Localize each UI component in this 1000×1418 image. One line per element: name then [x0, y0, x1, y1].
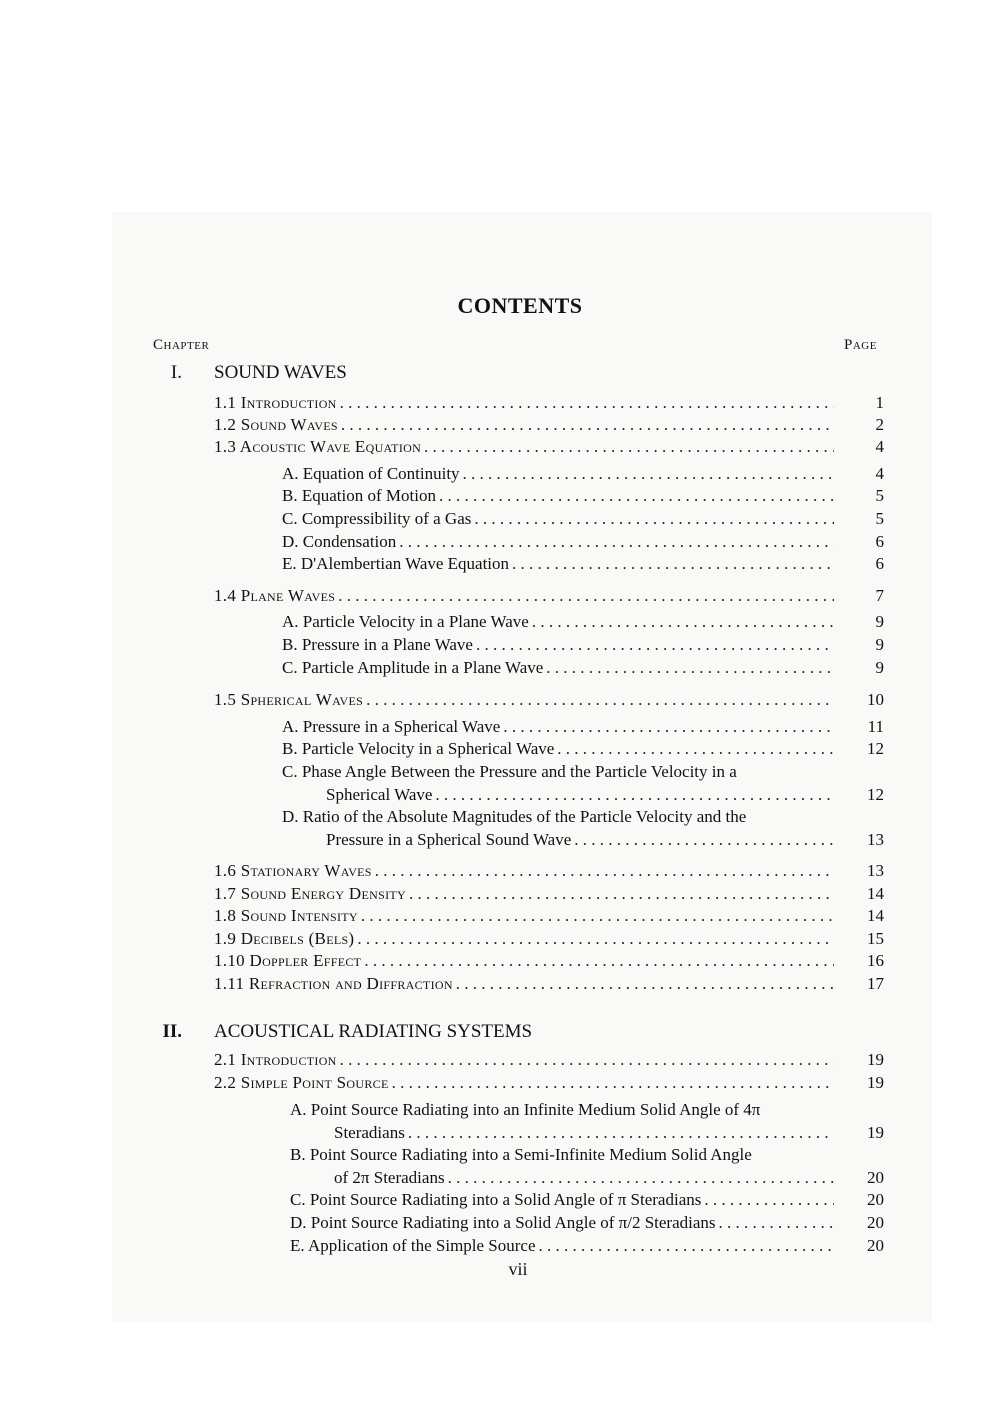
toc-subentry[interactable]	[282, 738, 884, 760]
leader-dots	[557, 738, 834, 760]
leader-dots	[539, 1235, 834, 1257]
toc-entry-page: 9	[875, 635, 884, 654]
toc-entry-page: 20	[867, 1190, 884, 1209]
toc-subentry[interactable]	[334, 1167, 884, 1189]
toc-entry-label: D. Point Source Radiating into a Solid Angle of π/2 Steradians	[290, 1213, 716, 1232]
chapter-heading	[0, 1021, 1000, 1045]
toc-entry-label: 1.6 Stationary Waves	[214, 861, 372, 880]
toc-entry-label: 1.8 Sound Intensity	[214, 906, 358, 925]
leader-dots	[341, 414, 834, 436]
toc-entry-label: B. Equation of Motion	[282, 486, 436, 505]
toc-entry-page: 5	[875, 509, 884, 528]
toc-entry-page: 14	[867, 906, 884, 925]
leader-dots	[435, 784, 834, 806]
chapter-number: I.	[170, 362, 182, 383]
leader-dots	[392, 1072, 834, 1094]
toc-entry-label: A. Particle Velocity in a Plane Wave	[282, 612, 529, 631]
toc-entry-page: 9	[875, 612, 884, 631]
toc-entry[interactable]	[214, 392, 884, 414]
toc-entry-label: 1.11 Refraction and Diffraction	[214, 974, 453, 993]
toc-entry-label: 1.7 Sound Energy Density	[214, 884, 406, 903]
toc-entry-page: 20	[867, 1168, 884, 1187]
toc-entry[interactable]	[214, 585, 884, 607]
leader-dots	[503, 716, 834, 738]
leader-dots	[439, 485, 834, 507]
toc-entry[interactable]	[214, 689, 884, 711]
toc-entry[interactable]	[214, 928, 884, 950]
toc-entry-page: 13	[867, 861, 884, 880]
toc-entry-label: C. Point Source Radiating into a Solid Angle of π Steradians	[290, 1190, 702, 1209]
toc-entry-label: C. Compressibility of a Gas	[282, 509, 472, 528]
toc-subentry-line1: B. Point Source Radiating into a Semi-Infinite Medium Solid Angle	[290, 1145, 752, 1164]
leader-dots	[408, 1122, 834, 1144]
toc-subentry[interactable]	[282, 634, 884, 656]
toc-entry-label: 1.2 Sound Waves	[214, 415, 338, 434]
toc-entry-label: C. Particle Amplitude in a Plane Wave	[282, 658, 544, 677]
toc-entry-page: 4	[875, 464, 884, 483]
toc-entry-label: B. Pressure in a Plane Wave	[282, 635, 473, 654]
toc-entry-page: 6	[875, 532, 884, 551]
toc-entry-label: B. Particle Velocity in a Spherical Wave	[282, 739, 555, 758]
toc-entry-page: 17	[867, 974, 884, 993]
toc-entry-label: 1.10 Doppler Effect	[214, 951, 362, 970]
toc-entry-page: 19	[867, 1123, 884, 1142]
toc-subentry[interactable]	[290, 1235, 884, 1257]
leader-dots	[340, 392, 834, 414]
toc-entry-label: 1.5 Spherical Waves	[214, 690, 364, 709]
toc-subentry[interactable]	[290, 1189, 884, 1211]
toc-entry[interactable]	[214, 436, 884, 458]
toc-entry-label: E. Application of the Simple Source	[290, 1236, 536, 1255]
leader-dots	[704, 1189, 834, 1211]
leader-dots	[340, 1049, 834, 1071]
toc-entry-page: 20	[867, 1236, 884, 1255]
chapter-title: ACOUSTICAL RADIATING SYSTEMS	[214, 1021, 533, 1042]
toc-entry[interactable]	[214, 973, 884, 995]
leader-dots	[361, 905, 834, 927]
toc-subentry[interactable]	[282, 657, 884, 679]
chapter-number: II.	[162, 1021, 182, 1042]
leader-dots	[338, 585, 834, 607]
leader-dots	[532, 611, 834, 633]
leader-dots	[474, 508, 834, 530]
toc-entry-page: 14	[867, 884, 884, 903]
leader-dots	[357, 928, 834, 950]
toc-subentry-line1: D. Ratio of the Absolute Magnitudes of the Particle Velocity and the	[282, 807, 747, 826]
leader-dots	[546, 657, 834, 679]
toc-subentry[interactable]	[282, 553, 884, 575]
leader-dots	[476, 634, 834, 656]
page-column-header: Page	[844, 337, 877, 353]
toc-subentry[interactable]	[334, 1122, 884, 1144]
leader-dots	[456, 973, 834, 995]
toc-entry-page: 11	[867, 717, 884, 736]
toc-entry-label: 1.4 Plane Waves	[214, 586, 336, 605]
leader-dots	[512, 553, 834, 575]
page-folio: vii	[508, 1259, 528, 1279]
toc-subentry[interactable]	[282, 531, 884, 553]
leader-dots	[364, 950, 834, 972]
toc-entry-page: 19	[867, 1050, 884, 1069]
toc-entry-page: 6	[875, 554, 884, 573]
toc-entry-page: 12	[867, 739, 884, 758]
toc-subentry[interactable]	[282, 716, 884, 738]
leader-dots	[719, 1212, 834, 1234]
toc-entry-page: 1	[875, 393, 884, 412]
toc-entry[interactable]	[214, 883, 884, 905]
toc-entry-label: A. Equation of Continuity	[282, 464, 460, 483]
toc-entry-page: 19	[867, 1073, 884, 1092]
toc-entry-label: of 2π Steradians	[334, 1168, 445, 1187]
toc-subentry[interactable]	[282, 485, 884, 507]
toc-entry-page: 9	[875, 658, 884, 677]
toc-entry-page: 5	[875, 486, 884, 505]
toc-subentry[interactable]	[326, 829, 884, 851]
toc-entry-label: A. Pressure in a Spherical Wave	[282, 717, 501, 736]
toc-entry[interactable]	[214, 950, 884, 972]
chapter-column-header: Chapter	[153, 337, 210, 353]
toc-entry[interactable]	[214, 1049, 884, 1071]
toc-entry-page: 13	[867, 830, 884, 849]
toc-entry-label: 1.1 Introduction	[214, 393, 337, 412]
toc-entry-page: 10	[867, 690, 884, 709]
toc-entry-label: Steradians	[334, 1123, 405, 1142]
toc-subentry[interactable]	[282, 508, 884, 530]
leader-dots	[409, 883, 834, 905]
toc-entry-page: 12	[867, 785, 884, 804]
toc-subentry[interactable]	[326, 784, 884, 806]
leader-dots	[366, 689, 834, 711]
toc-subentry[interactable]	[282, 463, 884, 485]
toc-subentry[interactable]	[282, 611, 884, 633]
toc-entry-page: 20	[867, 1213, 884, 1232]
toc-subentry[interactable]	[290, 1212, 884, 1234]
toc-entry-label: E. D'Alembertian Wave Equation	[282, 554, 510, 573]
toc-subentry-line1: A. Point Source Radiating into an Infinite Medium Solid Angle of 4π	[290, 1100, 761, 1119]
toc-entry-label: D. Condensation	[282, 532, 397, 551]
toc-entry-label: 2.2 Simple Point Source	[214, 1073, 389, 1092]
chapter-title: SOUND WAVES	[214, 362, 347, 383]
toc-entry[interactable]	[214, 860, 884, 882]
leader-dots	[375, 860, 834, 882]
toc-entry[interactable]	[214, 414, 884, 436]
toc-entry-page: 7	[875, 586, 884, 605]
leader-dots	[399, 531, 834, 553]
toc-entry-page: 4	[875, 437, 884, 456]
leader-dots	[463, 463, 834, 485]
toc-entry[interactable]	[214, 1072, 884, 1094]
toc-entry-label: 1.3 Acoustic Wave Equation	[214, 437, 422, 456]
toc-entry-label: 2.1 Introduction	[214, 1050, 337, 1069]
leader-dots	[574, 829, 834, 851]
chapter-heading	[0, 362, 1000, 386]
toc-subentry-line1: C. Phase Angle Between the Pressure and the Particle Velocity in a	[282, 762, 737, 781]
page-title: CONTENTS	[457, 293, 583, 318]
toc-entry[interactable]	[214, 905, 884, 927]
leader-dots	[424, 436, 834, 458]
toc-entry-page: 2	[875, 415, 884, 434]
toc-entry-label: Pressure in a Spherical Sound Wave	[326, 830, 572, 849]
toc-entry-label: 1.9 Decibels (Bels)	[214, 929, 355, 948]
toc-entry-page: 15	[867, 929, 884, 948]
leader-dots	[448, 1167, 834, 1189]
toc-entry-page: 16	[867, 951, 884, 970]
toc-entry-label: Spherical Wave	[326, 785, 433, 804]
